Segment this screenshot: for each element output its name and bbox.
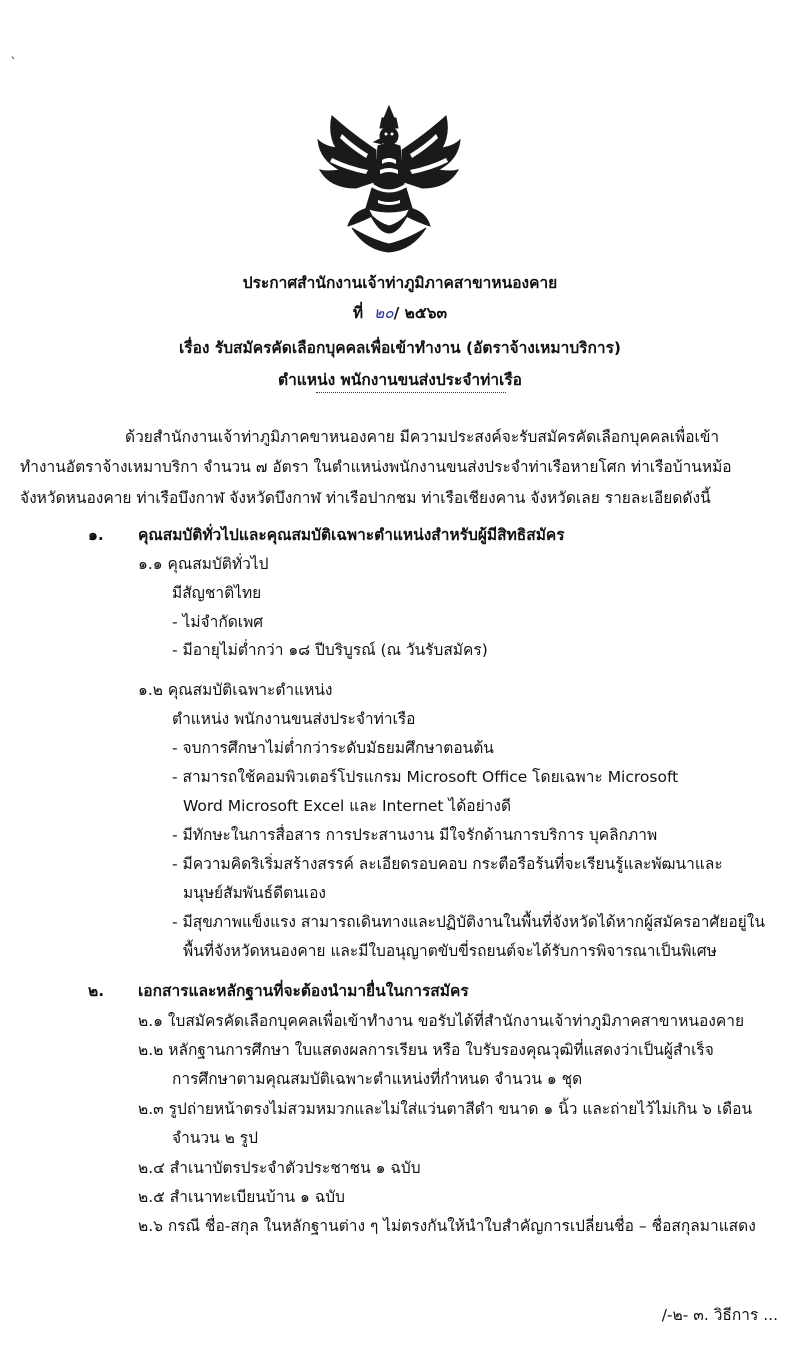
document-item: ๒.๖ กรณี ชื่อ-สกุล ในหลักฐานต่าง ๆ ไม่ตรงกันให้นำใบสำคัญการเปลี่ยนชื่อ – ชื่อสกุลมาแสดง [138,1217,756,1235]
specific-qualification-item: - มีสุขภาพแข็งแรง สามารถเดินทางและปฏิบัติงานในพื้นที่จังหวัดได้หากผู้สมัครอาศัยอยู่ใน [172,913,765,931]
section-1-number: ๑. [88,526,104,544]
document-item: ๒.๔ สำเนาบัตรประจำตัวประชาชน ๑ ฉบับ [138,1159,421,1177]
intro-line: ทำงานอัตราจ้างเหมาบริกา จำนวน ๗ อัตรา ในตำแหน่งพนักงานขนส่งประจำท่าเรือหายโศก ท่าเรือบ้านหม้อ [20,458,732,476]
subsection-1-1-heading: ๑.๑ คุณสมบัติทั่วไป [138,555,269,573]
document-item: ๒.๓ รูปถ่ายหน้าตรงไม่สวมหมวกและไม่ใส่แว่นตาสีดำ ขนาด ๑ นิ้ว และถ่ายไว้ไม่เกิน ๖ เดือน [138,1100,753,1118]
handwritten-number: ๒๐ [373,304,394,322]
intro-line: จังหวัดหนองคาย ท่าเรือบึงกาฬ จังหวัดบึงกาฬ ท่าเรือปากชม ท่าเรือเชียงคาน จังหวัดเลย รายละเอียดดังนี้ [20,489,711,507]
specific-qualification-item: - มีทักษะในการสื่อสาร การประสานงาน มีใจรักด้านการบริการ บุคลิกภาพ [172,826,658,844]
document-item: จำนวน ๒ รูป [172,1129,258,1147]
specific-qualification-item: - สามารถใช้คอมพิวเตอร์โปรแกรม Microsoft Office โดยเฉพาะ Microsoft [172,768,679,786]
specific-qualification-item: มนุษย์สัมพันธ์ดีตนเอง [183,884,326,902]
announcement-subject: เรื่อง รับสมัครคัดเลือกบุคคลเพื่อเข้าทำงาน (อัตราจ้างเหมาบริการ) [179,339,621,357]
section-2-number: ๒. [88,982,105,1000]
section-1-heading: คุณสมบัติทั่วไปและคุณสมบัติเฉพาะตำแหน่งสำหรับผู้มีสิทธิสมัคร [138,526,565,544]
document-item: ๒.๕ สำเนาทะเบียนบ้าน ๑ ฉบับ [138,1188,345,1206]
intro-line: ด้วยสำนักงานเจ้าท่าภูมิภาคขาหนองคาย มีความประสงค์จะรับสมัครคัดเลือกบุคคลเพื่อเข้า [125,428,720,446]
document-item: ๒.๑ ใบสมัครคัดเลือกบุคคลเพื่อเข้าทำงาน ขอรับได้ที่สำนักงานเจ้าท่าภูมิภาคสาขาหนองคาย [138,1012,745,1030]
subsection-1-2-heading: ๑.๒ คุณสมบัติเฉพาะตำแหน่ง [138,681,333,699]
number-prefix: ที่ [352,304,364,322]
announcement-position: ตำแหน่ง พนักงานขนส่งประจำท่าเรือ [278,371,522,389]
announcement-number [0,300,800,325]
announcement-title: ประกาศสำนักงานเจ้าท่าภูมิภาคสาขาหนองคาย [242,274,558,292]
general-qualification-item: - มีอายุไม่ต่ำกว่า ๑๘ ปีบริบูรณ์ (ณ วันรับสมัคร) [172,641,488,659]
page-continuation: /-๒- ๓. วิธีการ ... [661,1306,778,1324]
specific-qualification-item: - จบการศึกษาไม่ต่ำกว่าระดับมัธยมศึกษาตอนต้น [172,739,494,757]
number-suffix: / ๒๕๖๓ [393,304,448,322]
specific-qualification-item: - มีความคิดริเริ่มสร้างสรรค์ ละเอียดรอบคอบ กระตือรือร้นที่จะเรียนรู้และพัฒนาและ [172,855,723,873]
document-item: ๒.๒ หลักฐานการศึกษา ใบแสดงผลการเรียน หรือ ใบรับรองคุณวุฒิที่แสดงว่าเป็นผู้สำเร็จ [138,1041,714,1059]
specific-qualification-item: Word Microsoft Excel และ Internet ได้อย่างดี [183,797,512,815]
section-2-heading: เอกสารและหลักฐานที่จะต้องนำมายื่นในการสมัคร [138,982,469,1000]
scan-mark: ` [10,56,17,72]
document-item: การศึกษาตามคุณสมบัติเฉพาะตำแหน่งที่กำหนด จำนวน ๑ ชุด [172,1070,583,1088]
garuda-emblem-icon [312,104,466,254]
specific-qualification-item: ตำแหน่ง พนักงานขนส่งประจำท่าเรือ [172,710,416,728]
general-qualification-item: - ไม่จำกัดเพศ [172,613,264,631]
dotted-divider [316,392,506,393]
specific-qualification-item: พื้นที่จังหวัดหนองคาย และมีใบอนุญาตขับขี่รถยนต์จะได้รับการพิจารณาเป็นพิเศษ [183,942,717,960]
general-qualification-item: มีสัญชาติไทย [172,584,262,602]
